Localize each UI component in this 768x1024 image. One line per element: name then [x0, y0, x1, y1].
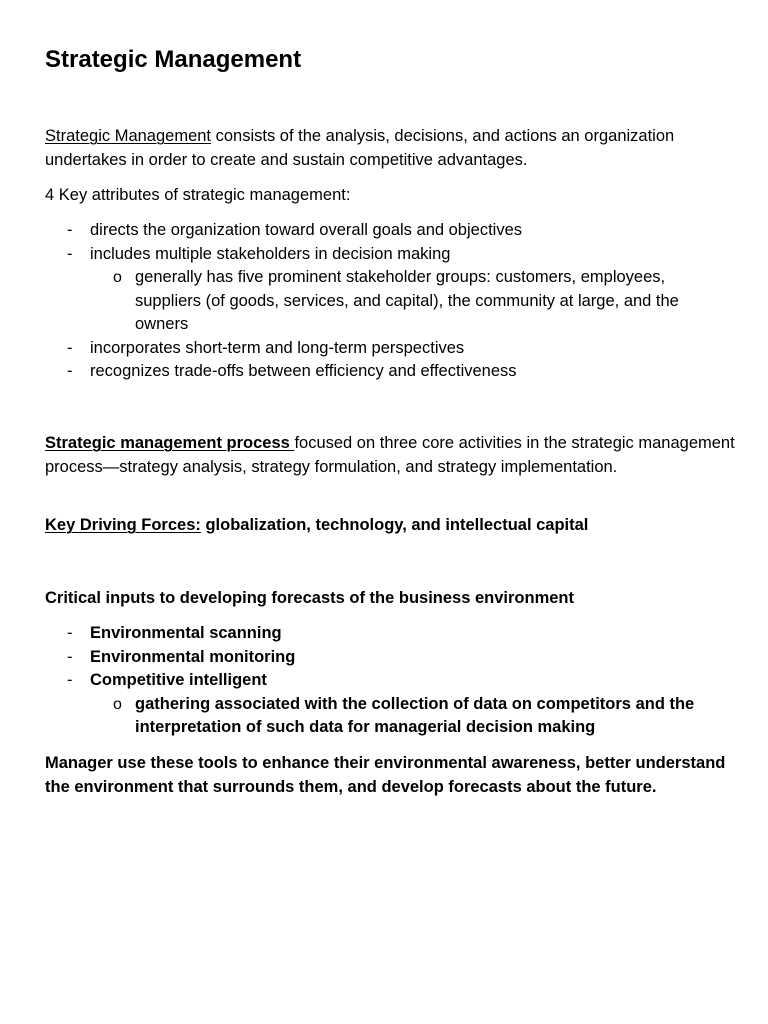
- list-item: [45, 669, 735, 740]
- list-item: [45, 243, 735, 337]
- inputs-list: [45, 622, 735, 740]
- list-item: [45, 360, 735, 384]
- dash-bullet: -: [67, 221, 73, 239]
- list-item: [45, 646, 735, 670]
- attributes-intro: 4 Key attributes of strategic management:: [45, 186, 351, 204]
- process-paragraph: [45, 432, 735, 479]
- list-item-text: directs the organization toward overall goals and objectives: [90, 221, 522, 239]
- attributes-list: [45, 219, 735, 384]
- page-title: Strategic Management: [45, 46, 302, 73]
- sub-list: [90, 693, 735, 740]
- driving-forces-text: globalization, technology, and intellectual capital: [200, 516, 589, 534]
- dash-bullet: -: [67, 671, 73, 689]
- list-item: [45, 219, 735, 243]
- process-text: focused on three core activities in the strategic management process—strategy analysis, strategy formulation, and strategy implementation.: [45, 434, 735, 476]
- dash-bullet: -: [67, 338, 73, 357]
- dash-bullet: -: [67, 362, 73, 380]
- critical-inputs-heading: Critical inputs to developing forecasts of the business environment: [45, 589, 575, 607]
- list-item-text: includes multiple stakeholders in decision making: [90, 244, 451, 263]
- dash-bullet: -: [67, 624, 73, 642]
- process-term: Strategic management process: [45, 434, 295, 452]
- sub-list: [90, 266, 735, 337]
- list-item-text: incorporates short-term and long-term perspectives: [90, 338, 465, 357]
- list-item-text: recognizes trade-offs between efficiency and effectiveness: [90, 362, 517, 380]
- dash-bullet: -: [67, 647, 73, 666]
- definition-term: Strategic Management: [45, 127, 212, 145]
- circle-bullet: o: [113, 695, 122, 713]
- sub-list-item-text: gathering associated with the collection of data on competitors and the interpretation of such data for managerial decision making: [135, 694, 695, 736]
- list-item-text: Environmental monitoring: [90, 647, 296, 666]
- sub-list-item-text: generally has five prominent stakeholder groups: customers, employees, suppliers (of goods, services, and capital), the community at large, and the owners: [135, 268, 679, 333]
- list-item: [45, 622, 735, 646]
- list-item: [45, 337, 735, 361]
- sub-list-item: [45, 693, 735, 740]
- definition-paragraph: [45, 125, 735, 172]
- definition-text: consists of the analysis, decisions, and actions an organization undertakes in order to create and sustain competitive advantages.: [45, 127, 675, 169]
- conclusion-paragraph: Manager use these tools to enhance their environmental awareness, better understand the environment that surrounds them, and develop forecasts about the future.: [45, 754, 726, 796]
- circle-bullet: o: [113, 269, 122, 286]
- driving-forces-paragraph: [45, 514, 735, 538]
- sub-list-item: [45, 266, 735, 337]
- list-item-text: Environmental scanning: [90, 624, 282, 642]
- dash-bullet: -: [67, 244, 73, 263]
- driving-forces-term: Key Driving Forces:: [45, 516, 201, 534]
- list-item-text: Competitive intelligent: [90, 671, 267, 689]
